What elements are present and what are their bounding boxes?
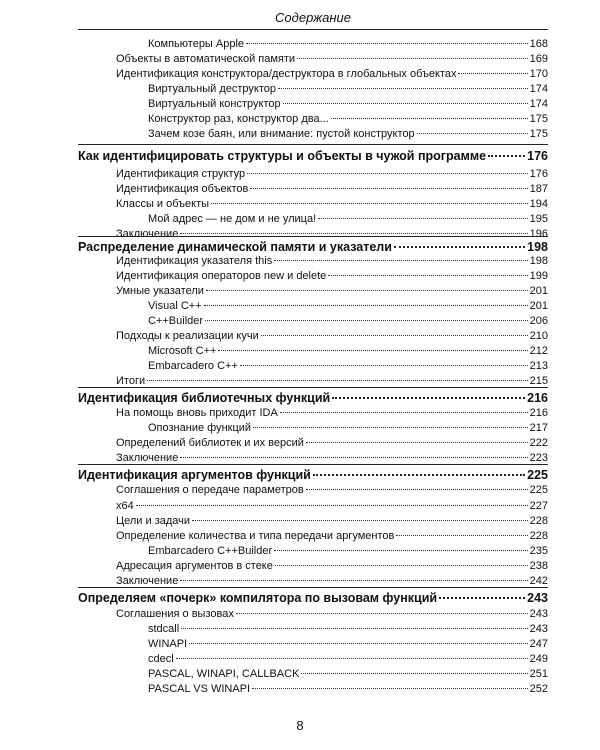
toc-entry-page: 247: [529, 638, 548, 650]
toc-entry-page: 169: [529, 53, 548, 65]
toc-entry: [148, 128, 548, 141]
toc-entry-title: Определение количества и типа передачи аргументов: [116, 530, 395, 542]
toc-entry-page: 176: [527, 149, 548, 163]
header-rule: [78, 29, 548, 30]
toc-entry: [116, 183, 548, 196]
toc-entry-title: Распределение динамической памяти и указатели: [78, 240, 392, 254]
toc-chapter-entry: [78, 240, 548, 255]
toc-entry: [148, 345, 548, 358]
dot-leader: [247, 173, 527, 174]
toc-entry: [148, 300, 548, 313]
toc-entry-title: Соглашения о вызовах: [116, 608, 234, 620]
toc-entry-title: Конструктор раз, конструктор два...: [148, 113, 329, 125]
toc-entry-title: Подходы к реализации кучи: [116, 330, 259, 342]
section-divider: [78, 587, 548, 588]
toc-entry-title: Компьютеры Apple: [148, 38, 245, 50]
dot-leader: [176, 658, 528, 659]
toc-entry-page: 225: [527, 468, 548, 482]
toc-entry: [116, 515, 548, 528]
dot-leader: [278, 88, 528, 89]
dot-leader: [274, 260, 527, 261]
toc-entry-title: WINAPI: [148, 638, 188, 650]
dot-leader: [283, 103, 528, 104]
toc-entry-title: PASCAL, WINAPI, CALLBACK: [148, 668, 300, 680]
toc-entry: [116, 198, 548, 211]
toc-entry: [148, 422, 548, 435]
toc-entry: [148, 360, 548, 373]
toc-entry-page: 175: [529, 113, 548, 125]
toc-entry-title: Идентификация структур: [116, 168, 246, 180]
toc-entry-title: Идентификация конструктора/деструктора в глобальных объектах: [116, 68, 457, 80]
toc-entry-page: 235: [529, 545, 548, 557]
dot-leader: [332, 397, 525, 399]
toc-entry-title: Идентификация аргументов функций: [78, 468, 311, 482]
dot-leader: [192, 520, 528, 521]
dot-leader: [205, 320, 528, 321]
dot-leader: [274, 550, 528, 551]
dot-leader: [253, 427, 528, 428]
toc-entry-page: 198: [527, 240, 548, 254]
toc-entry-title: Виртуальный конструктор: [148, 98, 281, 110]
dot-leader: [306, 442, 528, 443]
dot-leader: [180, 233, 527, 234]
toc-entry-page: 216: [529, 407, 548, 419]
dot-leader: [417, 133, 528, 134]
toc-entry-page: 199: [529, 270, 548, 282]
toc-entry-title: Зачем козе баян, или внимание: пустой конструктор: [148, 128, 415, 140]
toc-entry-title: Embarcadero C++Builder: [148, 545, 273, 557]
section-divider: [78, 387, 548, 388]
dot-leader: [189, 643, 528, 644]
toc-entry: [148, 213, 548, 226]
toc-entry: [148, 38, 548, 51]
section-divider: [78, 236, 548, 237]
toc-entry: [148, 83, 548, 96]
toc-entry-title: Опознание функций: [148, 422, 252, 434]
dot-leader: [204, 305, 528, 306]
dot-leader: [136, 505, 528, 506]
dot-leader: [331, 118, 528, 119]
toc-entry-title: PASCAL VS WINAPI: [148, 683, 251, 695]
toc-entry-page: 213: [529, 360, 548, 372]
dot-leader: [306, 489, 528, 490]
toc-entry-title: На помощь вновь приходит IDA: [116, 407, 278, 419]
toc-entry-page: 227: [529, 500, 548, 512]
toc-chapter-entry: [78, 149, 548, 164]
toc-entry-page: 210: [529, 330, 548, 342]
toc-entry-page: 251: [529, 668, 548, 680]
toc-entry: [148, 113, 548, 126]
toc-entry: [116, 330, 548, 343]
dot-leader: [275, 565, 528, 566]
toc-entry-title: Идентификация операторов new и delete: [116, 270, 327, 282]
toc-entry-title: Идентификация объектов: [116, 183, 249, 195]
toc-chapter-entry: [78, 468, 548, 483]
toc-entry-page: 225: [529, 484, 548, 496]
dot-leader: [280, 412, 528, 413]
toc-entry-page: 174: [529, 98, 548, 110]
toc-entry: [116, 530, 548, 543]
section-divider: [78, 144, 548, 145]
toc-entry: [148, 638, 548, 651]
toc-entry-page: 243: [529, 623, 548, 635]
toc-entry-title: Как идентифицировать структуры и объекты в чужой программе: [78, 149, 487, 163]
dot-leader: [252, 688, 528, 689]
dot-leader: [458, 73, 527, 74]
toc-entry: [116, 255, 548, 268]
toc-entry-title: Виртуальный деструктор: [148, 83, 276, 95]
toc-chapter-entry: [78, 591, 548, 606]
toc-entry-title: Заключение: [116, 228, 179, 240]
toc-entry-page: 194: [529, 198, 548, 210]
dot-leader: [318, 218, 528, 219]
toc-entry-page: 215: [529, 375, 548, 387]
toc-entry: [116, 53, 548, 66]
toc-entry: [116, 484, 548, 497]
toc-entry-title: Мой адрес — не дом и не улица!: [148, 213, 317, 225]
toc-entry-page: 222: [529, 437, 548, 449]
page-number: 8: [296, 718, 304, 733]
toc-entry-title: stdcall: [148, 623, 180, 635]
toc-entry-title: Итоги: [116, 375, 146, 387]
toc-entry-page: 242: [529, 575, 548, 587]
toc-entry-page: 201: [529, 300, 548, 312]
toc-entry-page: 217: [529, 422, 548, 434]
toc-entry-page: 252: [529, 683, 548, 695]
dot-leader: [246, 43, 528, 44]
dot-leader: [396, 535, 527, 536]
toc-entry-page: 201: [529, 285, 548, 297]
toc-entry: [148, 545, 548, 558]
toc-entry-page: 216: [527, 391, 548, 405]
dot-leader: [261, 335, 528, 336]
toc-entry-title: Умные указатели: [116, 285, 204, 297]
toc-entry: [148, 668, 548, 681]
dot-leader: [488, 155, 525, 157]
dot-leader: [181, 628, 527, 629]
toc-entry-page: 174: [529, 83, 548, 95]
running-header: Содержание: [275, 10, 351, 25]
toc-entry: [116, 608, 548, 621]
toc-entry-page: 175: [529, 128, 548, 140]
toc-entry-title: Определений библиотек и их версий: [116, 437, 304, 449]
toc-entry-page: 195: [529, 213, 548, 225]
dot-leader: [206, 290, 528, 291]
dot-leader: [180, 580, 527, 581]
toc-entry-title: Microsoft C++: [148, 345, 217, 357]
toc-entry-title: Адресация аргументов в стеке: [116, 560, 273, 572]
dot-leader: [250, 188, 527, 189]
section-divider: [78, 464, 548, 465]
toc-entry-title: Заключение: [116, 575, 179, 587]
toc-entry: [116, 560, 548, 573]
toc-entry: [116, 68, 548, 81]
toc-entry-title: Идентификация библиотечных функций: [78, 391, 331, 405]
toc-entry-page: 243: [529, 608, 548, 620]
toc-entry: [116, 270, 548, 283]
toc-entry-page: 176: [529, 168, 548, 180]
toc-entry-page: 228: [529, 530, 548, 542]
toc-entry-page: 249: [529, 653, 548, 665]
dot-leader: [218, 350, 527, 351]
dot-leader: [439, 597, 525, 599]
dot-leader: [297, 58, 528, 59]
toc-entry-page: 228: [529, 515, 548, 527]
dot-leader: [394, 246, 525, 248]
toc-entry-page: 187: [529, 183, 548, 195]
dot-leader: [211, 203, 528, 204]
toc-entry-title: cdecl: [148, 653, 174, 665]
dot-leader: [301, 673, 527, 674]
toc-chapter-entry: [78, 391, 548, 406]
toc-entry-title: Определяем «почерк» компилятора по вызовам функций: [78, 591, 438, 605]
toc-entry-page: 243: [527, 591, 548, 605]
toc-entry-page: 198: [529, 255, 548, 267]
dot-leader: [240, 365, 528, 366]
toc-entry-page: 212: [529, 345, 548, 357]
toc-entry-title: Заключение: [116, 452, 179, 464]
toc-entry-title: x64: [116, 500, 134, 512]
toc-entry-page: 206: [529, 315, 548, 327]
toc-entry-title: Идентификация указателя this: [116, 255, 273, 267]
toc-entry-title: Цели и задачи: [116, 515, 191, 527]
toc-entry: [116, 500, 548, 513]
toc-entry: [148, 683, 548, 696]
toc-entry: [148, 98, 548, 111]
toc-entry-page: 170: [529, 68, 548, 80]
dot-leader: [313, 474, 525, 476]
toc-entry-page: 223: [529, 452, 548, 464]
toc-entry: [148, 315, 548, 328]
dot-leader: [328, 275, 527, 276]
toc-entry-page: 196: [529, 228, 548, 240]
toc-entry: [116, 407, 548, 420]
toc-entry-title: C++Builder: [148, 315, 204, 327]
toc-entry: [116, 437, 548, 450]
toc-entry-title: Visual C++: [148, 300, 202, 312]
toc-entry-page: 238: [529, 560, 548, 572]
dot-leader: [147, 380, 528, 381]
toc-entry: [116, 285, 548, 298]
toc-entry-title: Классы и объекты: [116, 198, 210, 210]
toc-entry-page: 168: [529, 38, 548, 50]
dot-leader: [236, 613, 528, 614]
toc-entry: [116, 168, 548, 181]
toc-entry-title: Соглашения о передаче параметров: [116, 484, 304, 496]
toc-entry-title: Объекты в автоматической памяти: [116, 53, 296, 65]
toc-entry: [148, 653, 548, 666]
toc-entry: [148, 623, 548, 636]
dot-leader: [180, 457, 527, 458]
toc-entry-title: Embarcadero C++: [148, 360, 238, 372]
